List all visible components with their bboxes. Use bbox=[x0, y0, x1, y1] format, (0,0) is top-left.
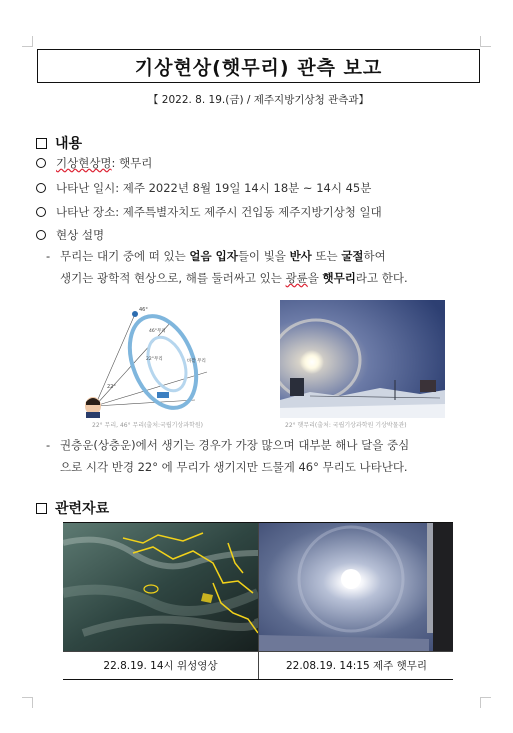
document-subtitle: 【 2022. 8. 19.(금) / 제주지방기상청 관측과】 bbox=[147, 94, 370, 106]
bullet-text: : 햇무리 bbox=[111, 156, 153, 170]
diagram-label: 바깥 무리 bbox=[187, 359, 206, 364]
document-title bbox=[37, 49, 480, 83]
text-run: 을 bbox=[307, 271, 323, 285]
diagram-label: 22°무리 bbox=[146, 357, 163, 362]
bullet-label: 현상 설명 bbox=[56, 228, 105, 242]
underlined-term: 광륜 bbox=[285, 271, 308, 285]
bullet-text: : 제주특별자치도 제주시 건입동 제주지방기상청 일대 bbox=[115, 205, 382, 219]
halo-photo-svg bbox=[280, 300, 445, 418]
bullet-phenomenon-name bbox=[36, 155, 152, 171]
dash-marker: - bbox=[46, 438, 51, 452]
figure-caption: 22° 무리, 46° 무리(출처:국립기상과학원) bbox=[92, 422, 203, 429]
reference-caption-row bbox=[63, 651, 453, 678]
bullet-location bbox=[36, 204, 382, 220]
page-corner-mark bbox=[22, 36, 33, 47]
description-paragraph-1 bbox=[46, 245, 486, 289]
bullet-description bbox=[36, 227, 104, 243]
text-run: 라고 한다. bbox=[355, 271, 408, 285]
bold-term: 햇무리 bbox=[322, 271, 356, 285]
text-run: 하여 bbox=[363, 249, 386, 263]
reference-caption: 22.8.19. 14시 위성영상 bbox=[103, 659, 218, 672]
bullet-datetime bbox=[36, 180, 371, 196]
description-paragraph-2 bbox=[46, 434, 486, 478]
circle-bullet-icon bbox=[36, 183, 46, 193]
circle-bullet-icon bbox=[36, 207, 46, 217]
figure-caption: 22° 햇무리(출처: 국립기상과학원 기상박물관) bbox=[285, 422, 407, 429]
page-corner-mark bbox=[480, 36, 491, 47]
halo-photo-figure bbox=[280, 300, 445, 418]
diagram-label: 22° bbox=[107, 384, 116, 390]
halo-photo-jeju bbox=[259, 523, 453, 651]
bold-term: 얼음 입자 bbox=[189, 249, 238, 263]
circle-bullet-icon bbox=[36, 230, 46, 240]
text-run: 으로 시각 반경 22° 에 무리가 생기지만 드물게 46° 무리도 나타난다. bbox=[60, 460, 408, 474]
text-run: 무리는 대기 중에 떠 있는 bbox=[60, 249, 190, 263]
square-bullet-icon bbox=[36, 503, 47, 514]
document-title-text: 기상현상(햇무리) 관측 보고 bbox=[134, 56, 383, 79]
page-corner-mark bbox=[22, 697, 33, 708]
section-heading-text: 관련자료 bbox=[55, 501, 110, 517]
diagram-label: 46° bbox=[139, 307, 148, 313]
halo-diagram-svg bbox=[83, 302, 213, 418]
dash-marker: - bbox=[46, 249, 51, 263]
bullet-label: 나타난 장소 bbox=[56, 205, 116, 219]
satellite-image bbox=[63, 523, 258, 651]
section-heading-text: 내용 bbox=[55, 136, 83, 152]
bullet-text: : 제주 2022년 8월 19일 14시 18분 ~ 14시 45분 bbox=[115, 181, 372, 195]
text-run: 생기는 광학적 현상으로, 해를 둘러싸고 있는 bbox=[60, 271, 286, 285]
circle-bullet-icon bbox=[36, 158, 46, 168]
diagram-label: 46°무리 bbox=[149, 329, 166, 334]
text-run: 권층운(상층운)에서 생기는 경우가 가장 많으며 대부분 해나 달을 중심 bbox=[60, 438, 410, 452]
section-heading-content bbox=[36, 133, 82, 153]
page-corner-mark bbox=[480, 697, 491, 708]
section-heading-references bbox=[36, 498, 109, 518]
bullet-label: 나타난 일시 bbox=[56, 181, 116, 195]
reference-caption: 22.08.19. 14:15 제주 햇무리 bbox=[285, 659, 428, 672]
bold-term: 반사 bbox=[289, 249, 312, 263]
text-run: 들이 빛을 bbox=[237, 249, 290, 263]
reference-table bbox=[63, 522, 453, 680]
halo-photo-jeju-svg bbox=[259, 523, 453, 651]
bold-term: 굴절 bbox=[341, 249, 364, 263]
halo-diagram-figure bbox=[83, 302, 213, 418]
square-bullet-icon bbox=[36, 138, 47, 149]
bullet-label: 기상현상명 bbox=[56, 156, 112, 170]
text-run: 또는 bbox=[311, 249, 342, 263]
satellite-image-svg bbox=[63, 523, 258, 651]
